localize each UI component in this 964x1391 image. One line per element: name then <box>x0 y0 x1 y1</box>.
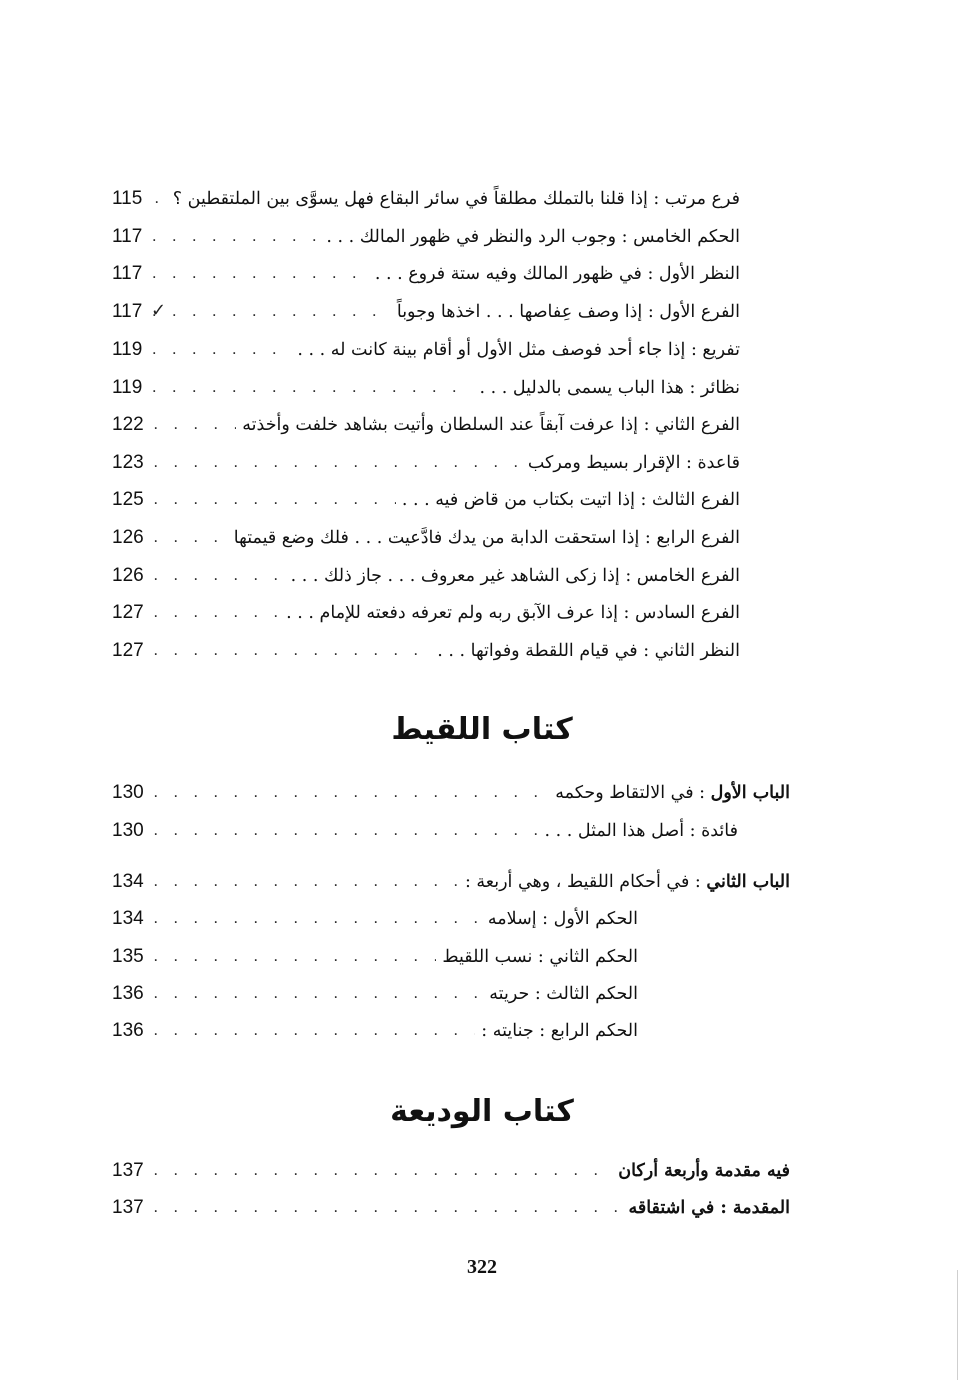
toc-entry <box>112 1156 790 1186</box>
dot-leader <box>154 910 482 928</box>
toc-entry-text: الحكم الرابع : جنايته : <box>481 1021 638 1041</box>
toc-page-number: 119 <box>112 339 143 360</box>
chapter-text: : في الالتقاط وحكمه <box>555 783 711 803</box>
toc-entry <box>112 979 638 1009</box>
toc-entry-text: الحكم الثاني : نسب اللقيط <box>442 947 638 967</box>
dot-leader <box>154 454 522 472</box>
toc-page-number: 130 <box>112 820 144 841</box>
toc-page-number: 130 <box>112 782 144 803</box>
toc-entry <box>112 523 740 553</box>
dot-leader <box>152 265 369 283</box>
toc-entry-text <box>465 872 790 892</box>
toc-entry-text: الفرع السادس : إذا عرف الآبق ربه ولم تعرفه دفعته للإمام . . . <box>286 603 740 623</box>
toc-entry <box>112 1193 790 1223</box>
toc-entry-text: النظر الأول : في ظهور المالك وفيه ستة فروع . . . <box>374 264 740 284</box>
toc-page-number: 122 <box>112 414 144 435</box>
toc-page-number: 117 <box>112 263 143 284</box>
toc-entry-text: الفرع الثاني : إذا عرفت آبقاً عند السلطان وأتيت بشاهد خلفت وأخذته <box>242 415 740 435</box>
toc-entry <box>112 816 738 846</box>
dot-leader <box>154 822 539 840</box>
toc-entry-text: فرع مرتب : إذا قلنا بالتملك مطلقاً في سائر البقاع فهل يسوَّى بين الملتقطين ؟ <box>172 189 740 209</box>
dot-leader <box>154 1199 623 1217</box>
section-title-wadia: كتاب الوديعة <box>390 1094 574 1129</box>
toc-page-number: 126 <box>112 527 144 548</box>
toc-entry <box>112 297 740 327</box>
toc-page-number: 134 <box>112 871 144 892</box>
dot-leader <box>154 567 285 585</box>
toc-entry-text <box>628 1198 790 1218</box>
toc-entry <box>112 259 740 289</box>
toc-entry-text: الحكم الثالث : حريته <box>489 984 638 1004</box>
entry-label: المقدمة : في اشتقاقه <box>628 1198 790 1218</box>
entry-label: فيه مقدمة وأربعة أركان <box>618 1161 790 1181</box>
toc-page-number: 115 <box>112 188 143 209</box>
toc-entry <box>112 598 740 628</box>
toc-entry <box>112 448 740 478</box>
toc-entry-text: الحكم الأول : إسلامه <box>487 909 638 929</box>
toc-page-number: 117 <box>112 301 143 322</box>
toc-entry <box>112 867 790 897</box>
scan-edge-line <box>957 1270 958 1380</box>
toc-page-number: 135 <box>112 946 144 967</box>
toc-entry-text: الفرع الخامس : إذا زكى الشاهد غير معروف . . . جاز ذلك . . . <box>290 566 740 586</box>
toc-page-number: 137 <box>112 1197 144 1218</box>
dot-leader <box>154 873 459 891</box>
dot-leader <box>152 379 473 397</box>
dot-leader <box>152 341 291 359</box>
toc-page-number: 136 <box>112 1020 144 1041</box>
toc-page-number: 119 <box>112 377 143 398</box>
dot-leader <box>154 948 437 966</box>
dot-leader <box>154 1162 613 1180</box>
dot-leader <box>154 529 228 547</box>
toc-entry <box>112 904 638 934</box>
check-mark-icon: ✓ <box>151 300 167 321</box>
toc-entry-text <box>555 783 790 803</box>
toc-entry <box>112 410 740 440</box>
toc-entry-text: النظر الثاني : في قيام اللقطة وفواتها . . . <box>437 641 740 661</box>
dot-leader <box>155 190 169 208</box>
toc-page-number: 136 <box>112 983 144 1004</box>
dot-leader <box>154 604 280 622</box>
toc-entry-text: الفرع الأول : إذا وصف عِفاصها . . . اخذها وجوباً <box>396 302 740 322</box>
dot-leader <box>154 784 550 802</box>
dot-leader <box>154 491 396 509</box>
dot-leader <box>154 985 484 1003</box>
toc-entry <box>112 373 740 403</box>
toc-page-number: 127 <box>112 602 144 623</box>
toc-entry-text: قاعدة : الإقرار بسيط ومركب <box>527 453 740 473</box>
toc-entry <box>112 942 638 972</box>
dot-leader <box>154 416 237 434</box>
chapter-label: الباب الثاني <box>706 872 790 892</box>
chapter-label: الباب الأول <box>710 783 790 803</box>
toc-entry-text: الحكم الخامس : وجوب الرد والنظر في ظهور المالك . . . <box>326 227 740 247</box>
dot-leader <box>154 1022 476 1040</box>
toc-entry-text: فائدة : أصل هذا المثل . . . <box>544 821 738 841</box>
toc-entry-text: الفرع الرابع : إذا استحقت الدابة من يدك فادَّعيت . . . فلك وضع قيمتها <box>233 528 740 548</box>
toc-entry <box>112 222 740 252</box>
toc-entry <box>112 778 790 808</box>
toc-entry <box>112 335 740 365</box>
toc-page-number: 117 <box>112 226 143 247</box>
toc-entry <box>112 485 740 515</box>
toc-entry-text <box>618 1161 790 1181</box>
toc-page-number: 134 <box>112 908 144 929</box>
toc-page-number: 126 <box>112 565 144 586</box>
section-title-laqit: كتاب اللقيط <box>391 712 573 747</box>
toc-entry-text: تفريع : إذا جاء أحد فوصف مثل الأول أو أقام بينة كانت له . . . <box>297 340 740 360</box>
chapter-text: : في أحكام اللقيط ، وهي أربعة : <box>464 872 707 892</box>
dot-leader <box>152 303 391 321</box>
toc-page-number: 137 <box>112 1160 144 1181</box>
toc-page-number: 123 <box>112 452 144 473</box>
page-number: 322 <box>467 1256 497 1278</box>
toc-entry-text: الفرع الثالث : إذا اتيت بكتاب من قاض فيه . . . <box>401 490 740 510</box>
toc-entry <box>112 561 740 591</box>
toc-entry <box>112 1016 638 1046</box>
toc-page-number: 125 <box>112 489 144 510</box>
dot-leader <box>154 642 432 660</box>
toc-page-number: 127 <box>112 640 144 661</box>
toc-entry <box>112 636 740 666</box>
toc-entry <box>112 184 740 214</box>
toc-entry-text: نظائر : هذا الباب يسمى بالدليل . . . <box>479 378 740 398</box>
dot-leader <box>152 228 320 246</box>
